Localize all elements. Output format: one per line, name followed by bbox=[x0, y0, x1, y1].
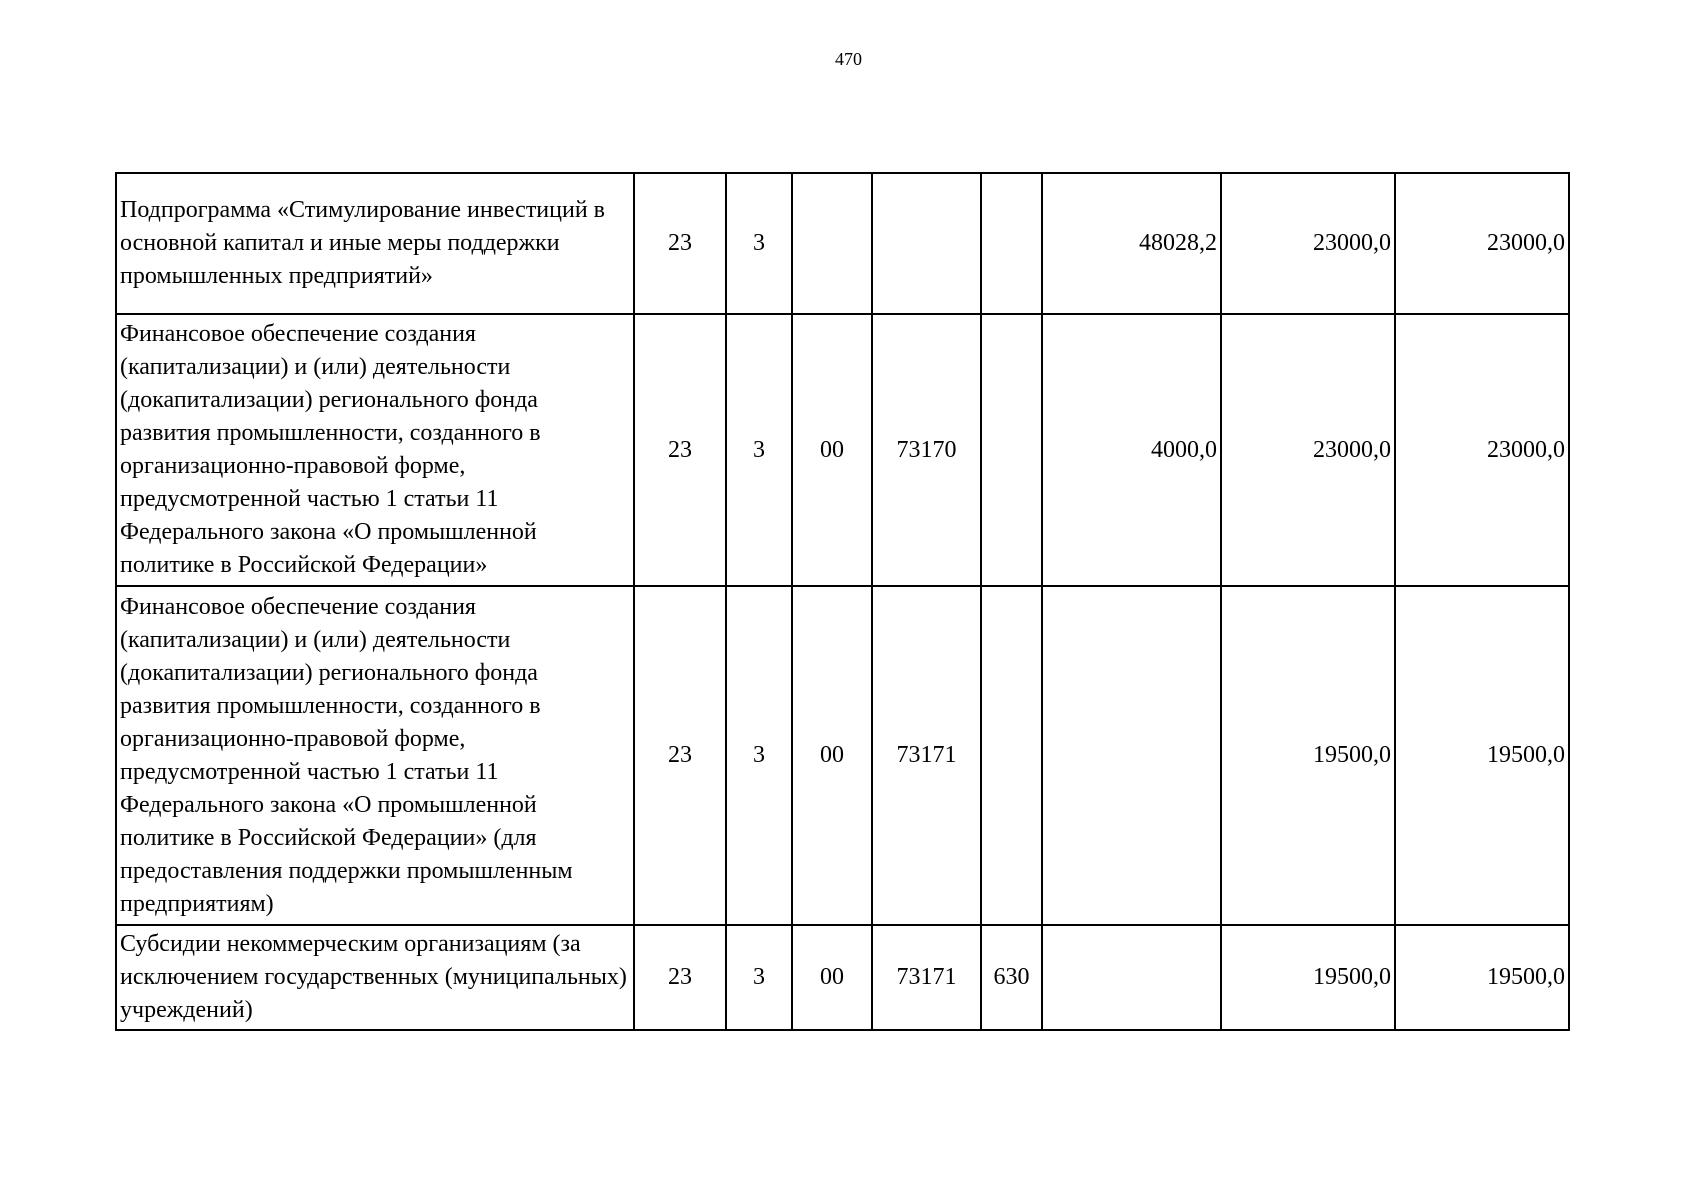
direction-code: 00 bbox=[792, 925, 872, 1030]
table-row bbox=[116, 925, 1569, 1030]
expense-code: 73171 bbox=[872, 925, 981, 1030]
row-description: Финансовое обеспечение создания (капитализации) и (или) деятельности (докапитализации) регионального фонда развития промышленности, созданного в организационно-правовой форме, предусмотренной частью 1 статьи 11 Федерального закона «О промышленной политике в Российской Федерации» (для предоставления поддержки промышленным предприятиям) bbox=[116, 586, 634, 925]
subprogram-code: 3 bbox=[726, 314, 792, 586]
program-code: 23 bbox=[634, 586, 726, 925]
program-code: 23 bbox=[634, 173, 726, 314]
direction-code bbox=[792, 173, 872, 314]
page-number: 470 bbox=[835, 49, 862, 69]
amount-year-2: 23000,0 bbox=[1221, 173, 1395, 314]
amount-year-3: 23000,0 bbox=[1395, 314, 1569, 586]
amount-year-3: 23000,0 bbox=[1395, 173, 1569, 314]
expense-code bbox=[872, 173, 981, 314]
subprogram-code: 3 bbox=[726, 925, 792, 1030]
amount-year-1: 48028,2 bbox=[1042, 173, 1221, 314]
row-description: Субсидии некоммерческим организациям (за исключением государственных (муниципальных) учреждений) bbox=[116, 925, 634, 1030]
row-description: Подпрограмма «Стимулирование инвестиций в основной капитал и иные меры поддержки промышленных предприятий» bbox=[116, 173, 634, 314]
expense-code: 73170 bbox=[872, 314, 981, 586]
subprogram-code: 3 bbox=[726, 586, 792, 925]
amount-year-2: 19500,0 bbox=[1221, 925, 1395, 1030]
amount-year-1 bbox=[1042, 925, 1221, 1030]
amount-year-2: 23000,0 bbox=[1221, 314, 1395, 586]
program-code: 23 bbox=[634, 314, 726, 586]
amount-year-2: 19500,0 bbox=[1221, 586, 1395, 925]
direction-code: 00 bbox=[792, 586, 872, 925]
expense-type-code bbox=[981, 173, 1042, 314]
program-code: 23 bbox=[634, 925, 726, 1030]
table-row bbox=[116, 173, 1569, 314]
amount-year-1 bbox=[1042, 586, 1221, 925]
expense-type-code bbox=[981, 314, 1042, 586]
budget-table bbox=[115, 172, 1570, 1031]
expense-type-code: 630 bbox=[981, 925, 1042, 1030]
subprogram-code: 3 bbox=[726, 173, 792, 314]
amount-year-1: 4000,0 bbox=[1042, 314, 1221, 586]
table-row bbox=[116, 314, 1569, 586]
table-row bbox=[116, 586, 1569, 925]
expense-code: 73171 bbox=[872, 586, 981, 925]
direction-code: 00 bbox=[792, 314, 872, 586]
amount-year-3: 19500,0 bbox=[1395, 925, 1569, 1030]
expense-type-code bbox=[981, 586, 1042, 925]
row-description: Финансовое обеспечение создания (капитализации) и (или) деятельности (докапитализации) регионального фонда развития промышленности, созданного в организационно-правовой форме, предусмотренной частью 1 статьи 11 Федерального закона «О промышленной политике в Российской Федерации» bbox=[116, 314, 634, 586]
amount-year-3: 19500,0 bbox=[1395, 586, 1569, 925]
